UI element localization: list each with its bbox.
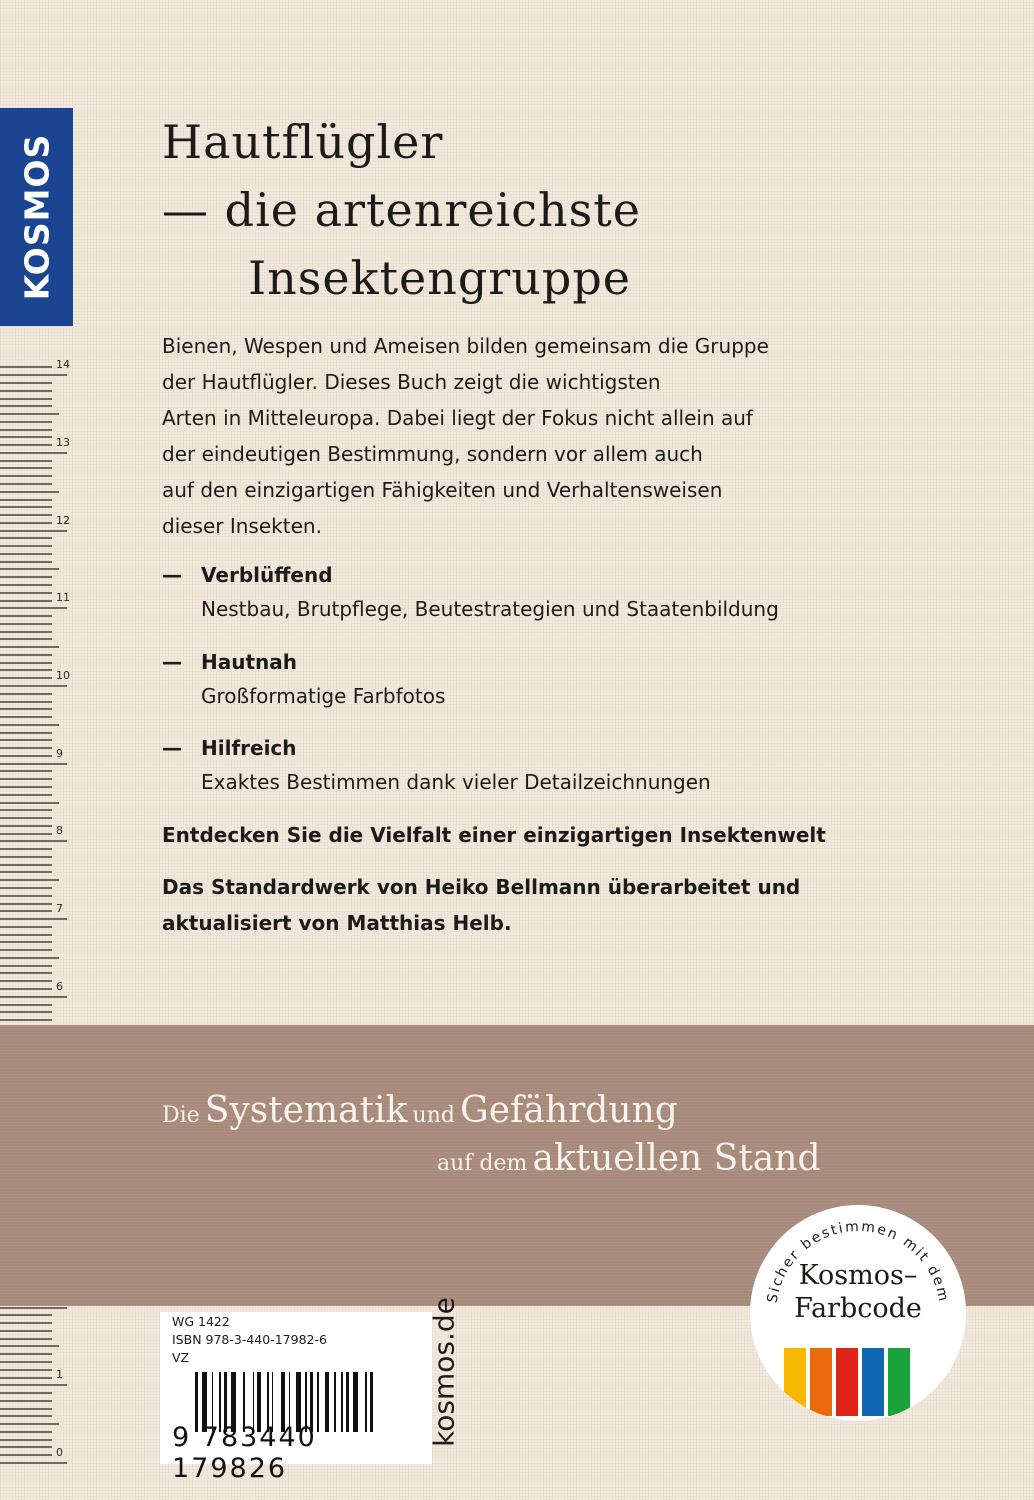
intro-line: auf den einzigartigen Fähigkeiten und Verhaltensweisen (162, 478, 723, 502)
slogan-line-2: auf dem aktuellen Stand (437, 1138, 821, 1179)
ruler-tick (0, 755, 52, 757)
ruler-tick (0, 1369, 52, 1371)
ruler-tick (0, 887, 52, 889)
intro-line: dieser Insekten. (162, 514, 322, 538)
ruler-tick (0, 926, 52, 928)
ruler-label: 10 (56, 669, 70, 682)
ruler-tick (0, 592, 52, 594)
ruler-tick (0, 1004, 52, 1006)
ruler-tick (0, 654, 52, 656)
ruler-tick (0, 1400, 52, 1402)
ruler-tick (0, 1462, 67, 1464)
ruler-tick (0, 996, 67, 998)
ruler-tick (0, 405, 52, 407)
feature-item (162, 731, 942, 799)
color-stripe (810, 1348, 832, 1416)
isbn-label (160, 1312, 432, 1484)
ruler-tick (0, 522, 52, 524)
ruler-tick (0, 1454, 52, 1456)
intro-line: der Hautflügler. Dieses Buch zeigt die wichtigsten (162, 370, 661, 394)
ruler-tick (0, 491, 59, 493)
ruler-tick (0, 662, 52, 664)
ruler-tick (0, 584, 52, 586)
ruler-tick (0, 918, 67, 920)
ruler-tick (0, 499, 52, 501)
feature-title: Hautnah (201, 650, 298, 674)
ruler-tick (0, 421, 52, 423)
ruler-tick (0, 1377, 52, 1379)
ruler-tick (0, 514, 52, 516)
ruler-tick (0, 677, 52, 679)
ruler-tick (0, 770, 52, 772)
wg-code: WG 1422 (172, 1314, 230, 1329)
ruler-tick (0, 802, 59, 804)
credits-line: Das Standardwerk von Heiko Bellmann überarbeitet und (162, 875, 801, 899)
ruler-tick (0, 910, 52, 912)
ruler-tick (0, 965, 52, 967)
ruler-tick (0, 1338, 52, 1340)
ruler-tick (0, 1019, 52, 1021)
ruler-tick (0, 568, 59, 570)
ruler-tick (0, 1423, 59, 1425)
ruler-tick (0, 724, 59, 726)
ruler-label: 13 (56, 435, 70, 449)
ruler-tick (0, 763, 67, 765)
ruler-label: 1 (56, 1368, 63, 1382)
ruler-tick (0, 1353, 52, 1355)
ruler-tick (0, 957, 59, 959)
ruler-tick (0, 871, 52, 873)
ruler-tick (0, 949, 52, 951)
color-stripe (836, 1348, 858, 1416)
ruler-tick (0, 1392, 52, 1394)
color-stripe (784, 1348, 806, 1416)
intro-paragraph (162, 328, 922, 544)
ruler-tick (0, 809, 52, 811)
ruler-tick (0, 506, 52, 508)
website-url: kosmos.de (427, 1297, 461, 1447)
ruler-tick (0, 452, 67, 454)
title-line-1: Hautflügler (162, 115, 444, 169)
ruler-tick (0, 537, 52, 539)
ruler-tick (0, 848, 52, 850)
ruler-tick (0, 646, 59, 648)
ruler-tick (0, 398, 52, 400)
ruler-tick (0, 833, 52, 835)
ruler-tick (0, 1431, 52, 1433)
ruler-tick (0, 972, 52, 974)
dash: — (162, 563, 182, 587)
ruler-tick (0, 483, 52, 485)
ruler-tick (0, 460, 52, 462)
ruler-tick (0, 382, 52, 384)
ruler-tick (0, 1345, 59, 1347)
ruler-tick (0, 879, 59, 881)
intro-line: Arten in Mitteleuropa. Dabei liegt der Fokus nicht allein auf (162, 406, 753, 430)
credits-line: aktualisiert von Matthias Helb. (162, 911, 512, 935)
ruler-tick (0, 366, 52, 368)
ruler-tick (0, 934, 52, 936)
ruler-tick (0, 794, 52, 796)
ruler-tick (0, 708, 52, 710)
ruler-tick (0, 429, 52, 431)
ruler-tick (0, 716, 52, 718)
feature-description: Großformatige Farbfotos (201, 684, 446, 708)
ruler-tick (0, 576, 52, 578)
ruler-tick (0, 778, 52, 780)
ruler-tick (0, 631, 52, 633)
ruler-tick (0, 561, 52, 563)
ruler-tick (0, 530, 67, 532)
ruler-tick (0, 739, 52, 741)
ruler-tick (0, 1322, 52, 1324)
ruler-tick (0, 1446, 52, 1448)
ruler-tick (0, 623, 52, 625)
ruler-label: 6 (56, 979, 63, 993)
ruler-tick (0, 1330, 52, 1332)
barcode-digits: 9 783440 179826 (172, 1422, 317, 1484)
book-title (162, 108, 641, 312)
ruler-tick (0, 817, 52, 819)
dash: — (162, 736, 182, 760)
title-line-3: Insektengruppe (248, 251, 632, 305)
ruler-tick (0, 1415, 52, 1417)
credits (162, 869, 922, 941)
feature-description: Exaktes Bestimmen dank vieler Detailzeichnungen (201, 770, 711, 794)
feature-description: Nestbau, Brutpflege, Beutestrategien und Staatenbildung (201, 597, 779, 621)
ruler-tick (0, 856, 52, 858)
ruler-tick (0, 685, 67, 687)
ruler-tick (0, 732, 52, 734)
ruler-tick (0, 545, 52, 547)
ruler-tick (0, 988, 52, 990)
ruler-tick (0, 1384, 67, 1386)
intro-line: der eindeutigen Bestimmung, sondern vor allem auch (162, 442, 703, 466)
color-stripes-icon (784, 1348, 936, 1416)
title-line-2: — die artenreichste (162, 183, 641, 237)
ruler-tick (0, 374, 67, 376)
ruler-tick (0, 390, 52, 392)
feature-title: Verblüffend (201, 563, 333, 587)
vz-code: VZ (172, 1350, 190, 1365)
ruler-tick (0, 786, 52, 788)
color-stripe (862, 1348, 884, 1416)
ruler-tick (0, 669, 52, 671)
ruler-label: 0 (56, 1446, 63, 1459)
intro-line: Bienen, Wespen und Ameisen bilden gemeinsam die Gruppe (162, 334, 769, 358)
ruler-label: 7 (56, 902, 63, 916)
ruler-tick (0, 444, 52, 446)
slogan-line-1: Die Systematik und Gefährdung (162, 1090, 678, 1131)
tagline: Entdecken Sie die Vielfalt einer einzigartigen Insektenwelt (162, 823, 826, 847)
ruler-tick (0, 840, 67, 842)
ruler-tick (0, 1408, 52, 1410)
feature-item (162, 645, 942, 713)
ruler-tick (0, 1439, 52, 1441)
ruler-tick (0, 600, 52, 602)
ruler-tick (0, 607, 67, 609)
ruler-tick (0, 467, 52, 469)
ruler-tick (0, 825, 52, 827)
ruler-tick (0, 1307, 67, 1309)
farbcode-badge (750, 1205, 966, 1421)
dash: — (162, 650, 182, 674)
ruler-label: 9 (56, 746, 63, 760)
ruler-tick (0, 1314, 52, 1316)
ruler-tick (0, 638, 52, 640)
ruler-tick (0, 980, 52, 982)
badge-line-1: Kosmos– (798, 1260, 918, 1291)
ruler-tick (0, 1361, 52, 1363)
ruler-label: 8 (56, 824, 63, 838)
ruler-tick (0, 864, 52, 866)
feature-item (162, 558, 942, 626)
ruler-label: 11 (56, 591, 70, 605)
badge-line-2: Farbcode (794, 1293, 922, 1324)
feature-title: Hilfreich (201, 736, 297, 760)
ruler-tick (0, 413, 59, 415)
ruler-tick (0, 693, 52, 695)
isbn: ISBN 978-3-440-17982-6 (172, 1332, 327, 1347)
ruler-tick (0, 1011, 52, 1013)
ruler-tick (0, 553, 52, 555)
ruler-tick (0, 895, 52, 897)
ruler-tick (0, 701, 52, 703)
ruler-tick (0, 436, 52, 438)
color-stripe (888, 1348, 910, 1416)
publisher-logo-text: KOSMOS (17, 133, 56, 301)
ruler-tick (0, 903, 52, 905)
ruler-tick (0, 941, 52, 943)
ruler-label: 14 (56, 358, 70, 372)
ruler-tick (0, 615, 52, 617)
ruler-tick (0, 475, 52, 477)
svg-text:Sicher bestimmen mit dem: Sicher bestimmen mit dem (764, 1218, 952, 1305)
ruler-label: 12 (56, 513, 70, 527)
ruler-tick (0, 747, 52, 749)
